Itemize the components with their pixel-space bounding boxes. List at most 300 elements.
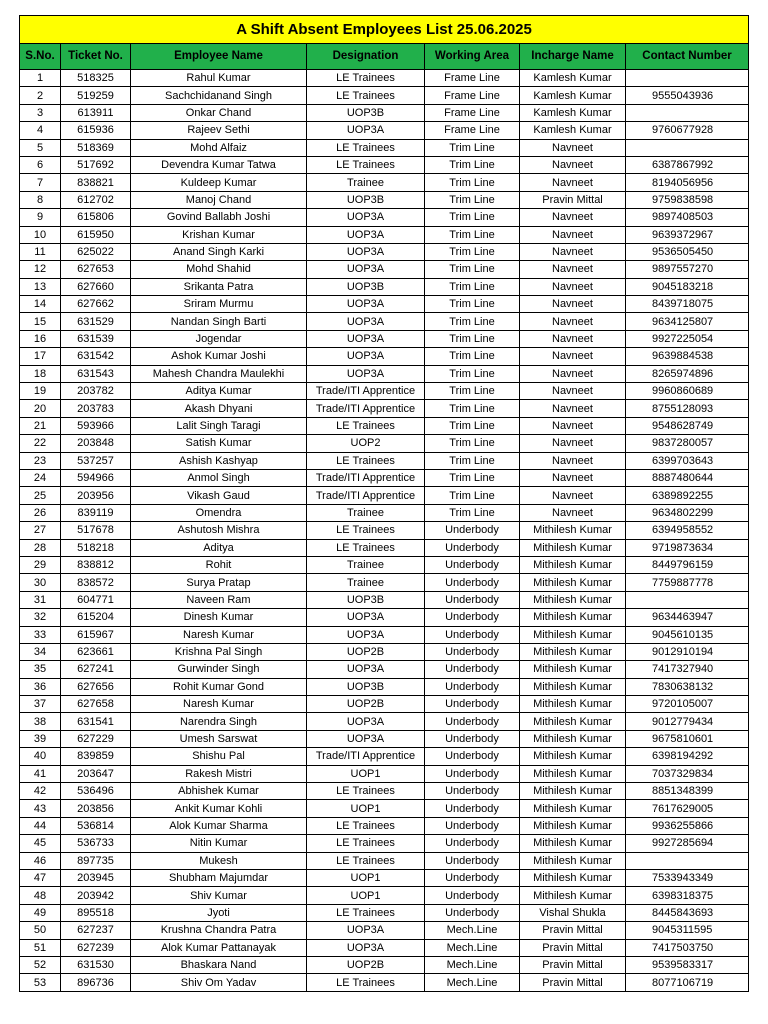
cell-ticket-no: 896736 [61,974,131,991]
cell-employee-name: Ankit Kumar Kohli [131,800,307,817]
cell-employee-name: Naveen Ram [131,591,307,608]
table-row [20,243,749,260]
cell-working-area: Frame Line [425,87,520,104]
cell-incharge-name: Navneet [520,209,626,226]
cell-ticket-no: 627241 [61,661,131,678]
cell-working-area: Trim Line [425,348,520,365]
cell-designation: UOP3A [307,922,425,939]
cell-incharge-name: Mithilesh Kumar [520,835,626,852]
table-row [20,643,749,660]
table-row [20,574,749,591]
cell-designation: UOP3A [307,313,425,330]
cell-ticket-no: 518369 [61,139,131,156]
cell-working-area: Underbody [425,887,520,904]
cell-working-area: Trim Line [425,469,520,486]
cell-employee-name: Lalit Singh Taragi [131,417,307,434]
cell-employee-name: Jyoti [131,904,307,921]
cell-incharge-name: Navneet [520,278,626,295]
table-row [20,748,749,765]
cell-working-area: Underbody [425,783,520,800]
table-row [20,678,749,695]
table-row [20,609,749,626]
cell-incharge-name: Kamlesh Kumar [520,87,626,104]
cell-contact-number: 7417327940 [626,661,749,678]
cell-designation: UOP3B [307,104,425,121]
cell-ticket-no: 627658 [61,696,131,713]
cell-employee-name: Abhishek Kumar [131,783,307,800]
cell-incharge-name: Vishal Shukla [520,904,626,921]
cell-working-area: Trim Line [425,156,520,173]
cell-incharge-name: Pravin Mittal [520,191,626,208]
cell-contact-number: 7533943349 [626,869,749,886]
table-row [20,939,749,956]
cell-contact-number: 9045610135 [626,626,749,643]
cell-contact-number: 9719873634 [626,539,749,556]
cell-designation: Trainee [307,556,425,573]
cell-designation: UOP1 [307,869,425,886]
table-row [20,730,749,747]
cell-employee-name: Mahesh Chandra Maulekhi [131,365,307,382]
cell-ticket-no: 615204 [61,609,131,626]
table-row [20,452,749,469]
table-row [20,956,749,973]
cell-sno: 12 [20,261,61,278]
cell-designation: UOP3B [307,278,425,295]
cell-incharge-name: Mithilesh Kumar [520,800,626,817]
absent-employees-sheet [19,15,748,992]
cell-incharge-name: Navneet [520,330,626,347]
cell-ticket-no: 623661 [61,643,131,660]
cell-designation: LE Trainees [307,852,425,869]
cell-employee-name: Anmol Singh [131,469,307,486]
cell-ticket-no: 536814 [61,817,131,834]
cell-contact-number: 7830638132 [626,678,749,695]
cell-ticket-no: 536496 [61,783,131,800]
cell-designation: LE Trainees [307,417,425,434]
cell-ticket-no: 627239 [61,939,131,956]
cell-contact-number: 8439718075 [626,296,749,313]
cell-incharge-name: Navneet [520,365,626,382]
cell-employee-name: Krushna Chandra Patra [131,922,307,939]
cell-incharge-name: Mithilesh Kumar [520,869,626,886]
cell-incharge-name: Navneet [520,383,626,400]
cell-employee-name: Kuldeep Kumar [131,174,307,191]
cell-incharge-name: Navneet [520,487,626,504]
table-row [20,591,749,608]
cell-incharge-name: Mithilesh Kumar [520,696,626,713]
table-row [20,696,749,713]
cell-designation: LE Trainees [307,904,425,921]
table-row [20,922,749,939]
cell-employee-name: Surya Pratap [131,574,307,591]
cell-sno: 5 [20,139,61,156]
cell-employee-name: Narendra Singh [131,713,307,730]
cell-ticket-no: 612702 [61,191,131,208]
cell-employee-name: Umesh Sarswat [131,730,307,747]
cell-sno: 25 [20,487,61,504]
cell-ticket-no: 838821 [61,174,131,191]
header-employee-name: Employee Name [131,44,307,70]
cell-working-area: Underbody [425,696,520,713]
cell-incharge-name: Navneet [520,174,626,191]
cell-designation: LE Trainees [307,87,425,104]
cell-contact-number: 9927225054 [626,330,749,347]
cell-ticket-no: 537257 [61,452,131,469]
cell-working-area: Trim Line [425,400,520,417]
cell-sno: 49 [20,904,61,921]
cell-contact-number: 9634125807 [626,313,749,330]
cell-employee-name: Rohit [131,556,307,573]
cell-ticket-no: 627229 [61,730,131,747]
cell-working-area: Trim Line [425,365,520,382]
cell-working-area: Trim Line [425,330,520,347]
cell-employee-name: Ashutosh Mishra [131,522,307,539]
cell-working-area: Trim Line [425,174,520,191]
cell-ticket-no: 615950 [61,226,131,243]
cell-sno: 21 [20,417,61,434]
header-contact-number: Contact Number [626,44,749,70]
cell-ticket-no: 895518 [61,904,131,921]
table-row [20,800,749,817]
cell-contact-number: 9927285694 [626,835,749,852]
cell-sno: 46 [20,852,61,869]
cell-employee-name: Anand Singh Karki [131,243,307,260]
cell-working-area: Underbody [425,748,520,765]
cell-working-area: Trim Line [425,209,520,226]
cell-employee-name: Rahul Kumar [131,70,307,87]
cell-designation: UOP3A [307,626,425,643]
cell-contact-number: 6399703643 [626,452,749,469]
cell-sno: 36 [20,678,61,695]
cell-working-area: Underbody [425,800,520,817]
cell-designation: LE Trainees [307,783,425,800]
cell-incharge-name: Mithilesh Kumar [520,643,626,660]
cell-working-area: Underbody [425,678,520,695]
table-row [20,835,749,852]
sheet-title: A Shift Absent Employees List 25.06.2025 [20,16,749,44]
cell-contact-number: 9012910194 [626,643,749,660]
cell-working-area: Trim Line [425,226,520,243]
cell-ticket-no: 203647 [61,765,131,782]
cell-working-area: Trim Line [425,487,520,504]
cell-working-area: Underbody [425,522,520,539]
cell-incharge-name: Mithilesh Kumar [520,556,626,573]
cell-employee-name: Vikash Gaud [131,487,307,504]
cell-sno: 17 [20,348,61,365]
table-row [20,400,749,417]
cell-contact-number: 7759887778 [626,574,749,591]
table-row [20,330,749,347]
cell-contact-number: 9548628749 [626,417,749,434]
cell-employee-name: Ashok Kumar Joshi [131,348,307,365]
cell-sno: 24 [20,469,61,486]
cell-contact-number: 9897557270 [626,261,749,278]
cell-sno: 9 [20,209,61,226]
cell-working-area: Underbody [425,713,520,730]
cell-sno: 28 [20,539,61,556]
cell-designation: Trade/ITI Apprentice [307,469,425,486]
cell-employee-name: Nitin Kumar [131,835,307,852]
cell-employee-name: Aditya Kumar [131,383,307,400]
cell-contact-number: 8077106719 [626,974,749,991]
cell-sno: 43 [20,800,61,817]
cell-ticket-no: 631541 [61,713,131,730]
cell-working-area: Trim Line [425,383,520,400]
cell-sno: 2 [20,87,61,104]
table-row [20,974,749,991]
cell-ticket-no: 625022 [61,243,131,260]
cell-ticket-no: 203942 [61,887,131,904]
cell-contact-number: 9536505450 [626,243,749,260]
cell-incharge-name: Mithilesh Kumar [520,852,626,869]
cell-incharge-name: Pravin Mittal [520,922,626,939]
table-row [20,174,749,191]
cell-employee-name: Krishan Kumar [131,226,307,243]
cell-ticket-no: 631539 [61,330,131,347]
table-row [20,539,749,556]
cell-contact-number: 9897408503 [626,209,749,226]
cell-designation: UOP3A [307,122,425,139]
cell-employee-name: Dinesh Kumar [131,609,307,626]
cell-contact-number: 7037329834 [626,765,749,782]
cell-ticket-no: 594966 [61,469,131,486]
table-row [20,626,749,643]
cell-ticket-no: 631529 [61,313,131,330]
cell-contact-number: 9639372967 [626,226,749,243]
cell-designation: LE Trainees [307,452,425,469]
cell-contact-number: 9720105007 [626,696,749,713]
header-ticket-no: Ticket No. [61,44,131,70]
cell-working-area: Underbody [425,904,520,921]
table-row [20,852,749,869]
cell-ticket-no: 631530 [61,956,131,973]
cell-sno: 39 [20,730,61,747]
cell-incharge-name: Navneet [520,313,626,330]
cell-contact-number: 6387867992 [626,156,749,173]
cell-contact-number: 8887480644 [626,469,749,486]
cell-contact-number: 8265974896 [626,365,749,382]
cell-employee-name: Govind Ballabh Joshi [131,209,307,226]
cell-working-area: Underbody [425,869,520,886]
cell-incharge-name: Mithilesh Kumar [520,748,626,765]
table-row [20,783,749,800]
cell-contact-number: 9045311595 [626,922,749,939]
cell-ticket-no: 615967 [61,626,131,643]
cell-designation: LE Trainees [307,522,425,539]
header-row [20,44,749,70]
cell-employee-name: Onkar Chand [131,104,307,121]
cell-working-area: Trim Line [425,452,520,469]
cell-sno: 13 [20,278,61,295]
cell-ticket-no: 897735 [61,852,131,869]
cell-sno: 33 [20,626,61,643]
cell-contact-number [626,591,749,608]
cell-ticket-no: 203848 [61,435,131,452]
table-row [20,226,749,243]
cell-sno: 40 [20,748,61,765]
cell-ticket-no: 839859 [61,748,131,765]
cell-employee-name: Shishu Pal [131,748,307,765]
cell-employee-name: Bhaskara Nand [131,956,307,973]
cell-sno: 32 [20,609,61,626]
cell-sno: 1 [20,70,61,87]
table-row [20,313,749,330]
cell-employee-name: Ashish Kashyap [131,452,307,469]
cell-contact-number: 6398194292 [626,748,749,765]
cell-sno: 38 [20,713,61,730]
cell-incharge-name: Mithilesh Kumar [520,609,626,626]
cell-incharge-name: Navneet [520,504,626,521]
cell-designation: UOP3A [307,661,425,678]
cell-ticket-no: 203945 [61,869,131,886]
cell-incharge-name: Kamlesh Kumar [520,122,626,139]
cell-ticket-no: 203856 [61,800,131,817]
table-row [20,87,749,104]
cell-ticket-no: 615806 [61,209,131,226]
cell-sno: 37 [20,696,61,713]
cell-designation: UOP3A [307,939,425,956]
cell-contact-number [626,139,749,156]
cell-working-area: Underbody [425,817,520,834]
cell-designation: UOP3A [307,713,425,730]
table-row [20,104,749,121]
cell-designation: UOP2B [307,696,425,713]
cell-designation: UOP2 [307,435,425,452]
cell-ticket-no: 627237 [61,922,131,939]
cell-contact-number: 9634802299 [626,504,749,521]
cell-incharge-name: Mithilesh Kumar [520,574,626,591]
table-row [20,296,749,313]
cell-designation: UOP2B [307,643,425,660]
cell-employee-name: Rohit Kumar Gond [131,678,307,695]
cell-designation: UOP1 [307,765,425,782]
cell-ticket-no: 517678 [61,522,131,539]
cell-employee-name: Satish Kumar [131,435,307,452]
cell-designation: Trainee [307,174,425,191]
cell-employee-name: Sachchidanand Singh [131,87,307,104]
cell-incharge-name: Mithilesh Kumar [520,539,626,556]
table-row [20,817,749,834]
table-row [20,869,749,886]
table-row [20,556,749,573]
table-row [20,383,749,400]
table-row [20,156,749,173]
cell-contact-number: 9936255866 [626,817,749,834]
cell-sno: 4 [20,122,61,139]
cell-ticket-no: 838812 [61,556,131,573]
cell-contact-number: 8445843693 [626,904,749,921]
cell-sno: 34 [20,643,61,660]
cell-sno: 42 [20,783,61,800]
cell-working-area: Underbody [425,556,520,573]
cell-designation: Trainee [307,574,425,591]
cell-employee-name: Mohd Alfaiz [131,139,307,156]
cell-incharge-name: Mithilesh Kumar [520,765,626,782]
cell-contact-number: 6389892255 [626,487,749,504]
cell-contact-number: 8194056956 [626,174,749,191]
cell-designation: UOP3B [307,191,425,208]
cell-sno: 11 [20,243,61,260]
cell-working-area: Underbody [425,609,520,626]
cell-incharge-name: Kamlesh Kumar [520,104,626,121]
cell-ticket-no: 627656 [61,678,131,695]
cell-designation: Trade/ITI Apprentice [307,383,425,400]
cell-contact-number: 9760677928 [626,122,749,139]
table-row [20,191,749,208]
table-row [20,261,749,278]
cell-incharge-name: Navneet [520,226,626,243]
table-row [20,469,749,486]
cell-incharge-name: Mithilesh Kumar [520,626,626,643]
cell-designation: UOP3A [307,226,425,243]
cell-employee-name: Jogendar [131,330,307,347]
cell-incharge-name: Mithilesh Kumar [520,713,626,730]
cell-working-area: Frame Line [425,122,520,139]
cell-contact-number: 6394958552 [626,522,749,539]
cell-ticket-no: 627660 [61,278,131,295]
cell-working-area: Trim Line [425,261,520,278]
cell-sno: 27 [20,522,61,539]
cell-incharge-name: Navneet [520,417,626,434]
cell-contact-number: 7617629005 [626,800,749,817]
cell-incharge-name: Mithilesh Kumar [520,730,626,747]
cell-contact-number: 9045183218 [626,278,749,295]
cell-working-area: Trim Line [425,191,520,208]
cell-employee-name: Omendra [131,504,307,521]
cell-sno: 8 [20,191,61,208]
cell-incharge-name: Pravin Mittal [520,974,626,991]
cell-working-area: Underbody [425,539,520,556]
cell-employee-name: Naresh Kumar [131,626,307,643]
table-row [20,70,749,87]
cell-sno: 20 [20,400,61,417]
cell-employee-name: Sriram Murmu [131,296,307,313]
cell-ticket-no: 615936 [61,122,131,139]
cell-sno: 19 [20,383,61,400]
table-row [20,904,749,921]
cell-incharge-name: Navneet [520,400,626,417]
cell-ticket-no: 518325 [61,70,131,87]
cell-incharge-name: Mithilesh Kumar [520,887,626,904]
cell-contact-number: 9555043936 [626,87,749,104]
header-working-area: Working Area [425,44,520,70]
cell-designation: Trade/ITI Apprentice [307,748,425,765]
cell-ticket-no: 613911 [61,104,131,121]
cell-incharge-name: Mithilesh Kumar [520,661,626,678]
cell-contact-number: 9012779434 [626,713,749,730]
cell-sno: 41 [20,765,61,782]
table-row [20,435,749,452]
cell-contact-number: 9639884538 [626,348,749,365]
cell-employee-name: Krishna Pal Singh [131,643,307,660]
cell-designation: UOP3A [307,330,425,347]
table-row [20,278,749,295]
cell-working-area: Frame Line [425,104,520,121]
cell-incharge-name: Navneet [520,243,626,260]
cell-sno: 6 [20,156,61,173]
table-row [20,887,749,904]
cell-incharge-name: Navneet [520,452,626,469]
cell-employee-name: Naresh Kumar [131,696,307,713]
cell-ticket-no: 631543 [61,365,131,382]
cell-working-area: Trim Line [425,504,520,521]
cell-contact-number: 7417503750 [626,939,749,956]
cell-designation: UOP1 [307,887,425,904]
cell-sno: 53 [20,974,61,991]
cell-sno: 7 [20,174,61,191]
cell-incharge-name: Kamlesh Kumar [520,70,626,87]
cell-contact-number: 9634463947 [626,609,749,626]
